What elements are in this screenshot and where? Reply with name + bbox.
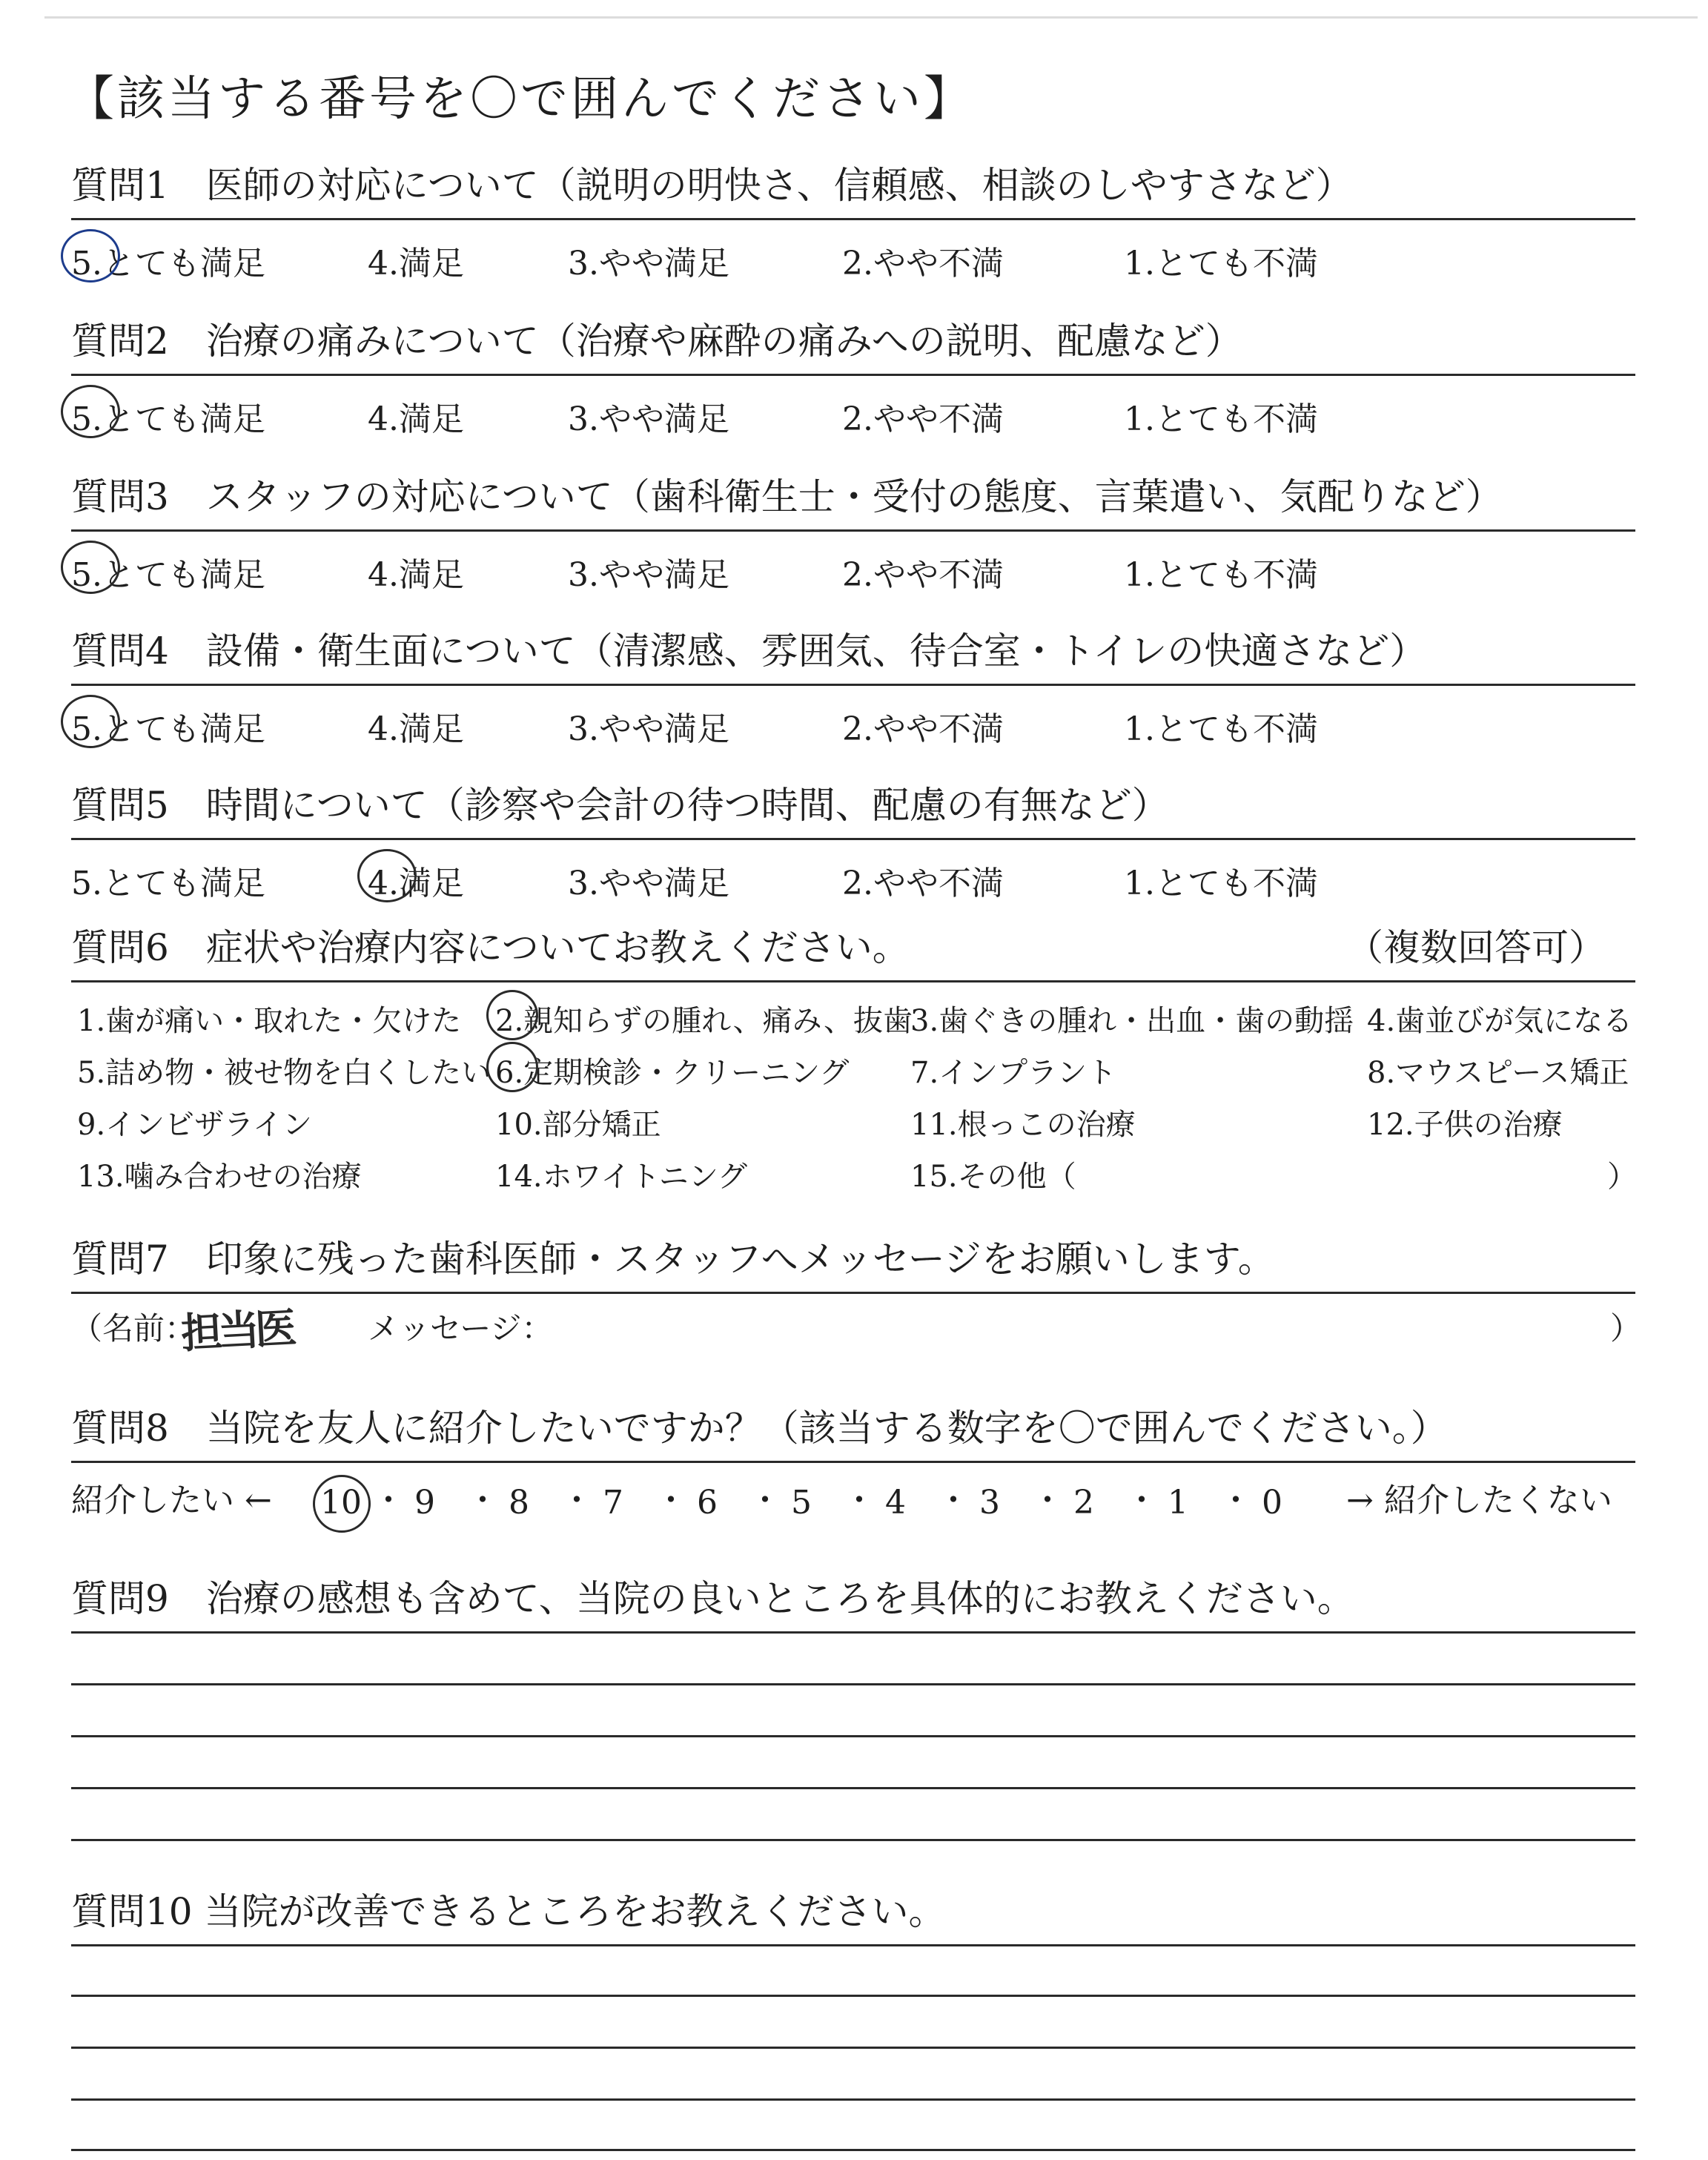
rating-option-4[interactable] [368, 856, 464, 904]
scale-separator-dot: ・ [1219, 1482, 1252, 1519]
selection-circle [486, 1042, 538, 1092]
rating-option-label: やや満足 [598, 556, 729, 594]
rating-option-number: 2. [842, 400, 873, 438]
question-8-label: 質問8 当院を友人に紹介したいですか？（該当する数字を〇で囲んでください。） [71, 1407, 1448, 1450]
rating-option-number: 4. [368, 710, 399, 748]
rating-option-3[interactable] [568, 702, 729, 750]
rating-option-number: 3. [568, 556, 599, 594]
rating-option-label: やや満足 [598, 865, 729, 902]
treatment-item-number: 4. [1367, 1004, 1396, 1038]
rating-option-4[interactable] [368, 392, 464, 440]
question-2 [71, 313, 1635, 438]
selection-circle [313, 1475, 371, 1533]
question-10-label: 質問10 当院が改善できるところをお教えください。 [71, 1890, 946, 1933]
multiple-answers-note: （複数回答可） [1346, 926, 1606, 969]
scale-separator-dot: ・ [560, 1482, 593, 1519]
treatment-item-5[interactable] [77, 1049, 491, 1091]
question-5 [71, 777, 1635, 902]
treatment-item-1[interactable] [77, 997, 461, 1040]
treatment-item-2[interactable] [495, 997, 913, 1040]
rating-option-label: とても不満 [1154, 710, 1318, 748]
rating-option-number: 1. [1124, 865, 1155, 902]
treatment-item-9[interactable] [77, 1101, 312, 1143]
rating-option-5[interactable] [71, 237, 265, 284]
treatment-item-11[interactable] [910, 1101, 1136, 1143]
rating-option-3[interactable] [568, 392, 729, 440]
treatment-item-number: 14. [495, 1160, 543, 1194]
rating-option-3[interactable] [568, 548, 729, 595]
rating-option-label: とても満足 [102, 865, 265, 902]
rating-option-label: 満足 [398, 556, 464, 594]
rating-option-number: 2. [842, 245, 873, 283]
treatment-item-label: 定期検診・クリーニング [523, 1056, 850, 1090]
rating-option-4[interactable] [368, 548, 464, 595]
treatment-item-number: 5. [77, 1056, 106, 1090]
rating-option-5[interactable] [71, 392, 265, 440]
recommend-value-number: 5 [791, 1484, 812, 1522]
question-1 [71, 157, 1635, 283]
selection-circle [61, 541, 120, 594]
rating-option-number: 1. [1124, 556, 1155, 594]
scale-separator-dot: ・ [466, 1482, 499, 1519]
scale-separator-dot: ・ [655, 1482, 687, 1519]
rating-option-4[interactable] [368, 237, 464, 284]
answer-line [71, 2149, 1635, 2151]
rating-option-2[interactable] [842, 856, 1004, 904]
answer-line [71, 1683, 1635, 1685]
rating-option-1[interactable] [1124, 856, 1318, 904]
rating-option-4[interactable] [368, 702, 464, 750]
rating-option-1[interactable] [1124, 237, 1318, 284]
recommend-scale [71, 1463, 1635, 1522]
recommend-right-label: → 紹介したくない [1346, 1482, 1612, 1519]
rating-option-2[interactable] [842, 392, 1004, 440]
treatment-item-12[interactable] [1367, 1101, 1563, 1143]
question-7 [71, 1231, 1642, 1358]
question-3-label: 質問3 スタッフの対応について（歯科衛生士・受付の態度、言葉遣い、気配りなど） [71, 475, 1503, 518]
rating-option-number: 4. [368, 245, 399, 283]
answer-line [71, 2098, 1635, 2101]
treatment-item-number: 11. [910, 1108, 958, 1142]
rating-option-number: 4. [368, 865, 399, 902]
rating-option-3[interactable] [568, 856, 729, 904]
rating-option-label: とても不満 [1154, 865, 1318, 902]
treatment-item-number: 2. [495, 1004, 524, 1038]
rating-option-label: やや満足 [598, 400, 729, 438]
rating-option-number: 3. [568, 245, 599, 283]
rating-option-number: 2. [842, 710, 873, 748]
recommend-value-number: 0 [1262, 1484, 1282, 1522]
page-title: 【該当する番号を〇で囲んでください】 [67, 72, 974, 127]
rating-option-number: 4. [368, 556, 399, 594]
selection-circle [61, 385, 120, 438]
scale-separator-dot: ・ [937, 1482, 970, 1519]
top-edge-line [44, 16, 1698, 19]
treatment-item-label: 詰め物・被せ物を白くしたい [105, 1056, 491, 1090]
treatment-item-number: 6. [495, 1056, 524, 1090]
rating-option-label: やや不満 [873, 245, 1004, 283]
rating-option-label: とても不満 [1154, 556, 1318, 594]
question-5-label: 質問5 時間について（診察や会計の待つ時間、配慮の有無など） [71, 784, 1169, 827]
rating-option-label: 満足 [398, 710, 464, 748]
answer-line [71, 1787, 1635, 1789]
answer-line [71, 1995, 1635, 1997]
question-3 [71, 469, 1635, 594]
treatment-item-number: 9. [77, 1108, 106, 1142]
treatment-item-label: 歯ぐきの腫れ・出血・歯の動揺 [939, 1004, 1354, 1038]
treatment-item-6[interactable] [495, 1049, 849, 1091]
question-7-label: 質問7 印象に残った歯科医師・スタッフへメッセージをお願いします。 [71, 1238, 1275, 1281]
question-4-label: 質問4 設備・衛生面について（清潔感、雰囲気、待合室・トイレの快適さなど） [71, 630, 1427, 673]
question-6-label: 質問6 症状や治療内容についてお教えください。 [71, 926, 910, 969]
rating-option-number: 2. [842, 556, 873, 594]
rating-option-label: 満足 [398, 865, 464, 902]
scale-separator-dot: ・ [372, 1482, 405, 1519]
rating-option-5[interactable] [71, 702, 265, 750]
treatment-item-number: 1. [77, 1004, 106, 1038]
treatment-item-label: 歯並びが気になる [1395, 1004, 1633, 1038]
question-8 [71, 1400, 1635, 1522]
treatment-item-15[interactable] [910, 1153, 1076, 1195]
recommend-value-number: 4 [885, 1484, 906, 1522]
name-label: （名前： [71, 1310, 196, 1347]
rating-option-number: 3. [568, 400, 599, 438]
treatment-item-label: ホワイトニング [542, 1160, 748, 1194]
recommend-value-number: 3 [979, 1484, 1000, 1522]
rating-option-number: 5. [71, 710, 102, 748]
recommend-value-number: 2 [1073, 1484, 1094, 1522]
rating-option-label: とても満足 [102, 245, 265, 283]
rating-option-1[interactable] [1124, 702, 1318, 750]
rating-option-label: 満足 [398, 400, 464, 438]
answer-line [71, 1839, 1635, 1841]
rating-option-number: 3. [568, 710, 599, 748]
treatment-item-label: 根っこの治療 [957, 1108, 1136, 1142]
treatment-item-13[interactable] [77, 1153, 362, 1195]
treatment-item-10[interactable] [495, 1101, 661, 1143]
treatment-item-number: 7. [910, 1056, 939, 1090]
recommend-value-number: 10 [320, 1484, 362, 1522]
rating-option-3[interactable] [568, 237, 729, 284]
recommend-value-number: 9 [414, 1484, 435, 1522]
treatment-item-number: 8. [1367, 1056, 1396, 1090]
other-close-paren: ） [1607, 1160, 1637, 1194]
treatment-item-3[interactable] [910, 997, 1354, 1040]
rating-option-number: 3. [568, 865, 599, 902]
treatment-item-label: 歯が痛い・取れた・欠けた [105, 1004, 462, 1038]
answer-line [71, 2047, 1635, 2049]
treatment-item-7[interactable] [910, 1049, 1116, 1091]
treatment-item-label: インプラント [939, 1056, 1117, 1090]
question-4 [71, 623, 1635, 748]
rating-option-label: とても不満 [1154, 245, 1318, 283]
rating-option-number: 2. [842, 865, 873, 902]
rating-option-label: やや不満 [873, 865, 1004, 902]
treatment-list [71, 982, 1635, 1198]
rating-option-5[interactable] [71, 548, 265, 595]
selection-circle [61, 695, 120, 748]
rating-option-2[interactable] [842, 237, 1004, 284]
question-9-label: 質問9 治療の感想も含めて、当院の良いところを具体的にお教えください。 [71, 1577, 1354, 1620]
recommend-value-number: 8 [509, 1484, 529, 1522]
question-1-label: 質問1 医師の対応について（説明の明快さ、信頼感、相談のしやすさなど） [71, 164, 1353, 207]
message-close-paren: ） [1610, 1310, 1642, 1347]
question-2-label: 質問2 治療の痛みについて（治療や麻酔の痛みへの説明、配慮など） [71, 320, 1242, 363]
rating-option-number: 5. [71, 865, 102, 902]
treatment-item-number: 3. [910, 1004, 939, 1038]
rating-option-label: とても満足 [102, 556, 265, 594]
treatment-item-4[interactable] [1367, 997, 1632, 1040]
treatment-item-label: その他（ [957, 1160, 1076, 1194]
rating-option-5[interactable] [71, 856, 265, 904]
message-label: メッセージ： [368, 1310, 553, 1347]
scale-separator-dot: ・ [749, 1482, 781, 1519]
rating-option-label: やや満足 [598, 245, 729, 283]
treatment-item-label: インビザライン [105, 1108, 312, 1142]
rating-option-number: 5. [71, 245, 102, 283]
scale-separator-dot: ・ [843, 1482, 875, 1519]
rating-option-label: 満足 [398, 245, 464, 283]
treatment-item-label: 子供の治療 [1414, 1108, 1563, 1142]
rating-option-number: 1. [1124, 245, 1155, 283]
scale-separator-dot: ・ [1031, 1482, 1064, 1519]
rating-option-label: やや不満 [873, 710, 1004, 748]
treatment-item-14[interactable] [495, 1153, 747, 1195]
rating-option-label: やや不満 [873, 400, 1004, 438]
rating-option-label: やや満足 [598, 710, 729, 748]
rating-option-1[interactable] [1124, 548, 1318, 595]
question-6 [71, 919, 1635, 1198]
rating-option-number: 1. [1124, 400, 1155, 438]
scale-separator-dot: ・ [1125, 1482, 1158, 1519]
recommend-value-number: 6 [697, 1484, 718, 1522]
recommend-value-number: 7 [603, 1484, 623, 1522]
rating-option-number: 5. [71, 400, 102, 438]
rating-option-1[interactable] [1124, 392, 1318, 440]
rating-option-2[interactable] [842, 548, 1004, 595]
treatment-item-8[interactable] [1367, 1049, 1629, 1091]
selection-circle [357, 849, 417, 902]
treatment-item-number: 13. [77, 1160, 125, 1194]
rating-option-label: とても満足 [102, 710, 265, 748]
rating-option-number: 4. [368, 400, 399, 438]
rating-option-label: やや不満 [873, 556, 1004, 594]
treatment-item-label: 部分矯正 [542, 1108, 661, 1142]
question-9 [71, 1571, 1635, 1634]
recommend-value-number: 1 [1168, 1484, 1188, 1522]
treatment-item-number: 10. [495, 1108, 543, 1142]
treatment-item-label: マウスピース矯正 [1395, 1056, 1629, 1090]
answer-line [71, 1735, 1635, 1737]
name-handwritten: 担当医 [179, 1304, 294, 1358]
recommend-left-label: 紹介したい ← [71, 1482, 272, 1519]
rating-option-label: とても不満 [1154, 400, 1318, 438]
treatment-item-label: 噛み合わせの治療 [124, 1160, 362, 1194]
rating-option-number: 5. [71, 556, 102, 594]
rating-option-number: 1. [1124, 710, 1155, 748]
rating-option-2[interactable] [842, 702, 1004, 750]
treatment-item-label: 親知らずの腫れ、痛み、抜歯 [523, 1004, 913, 1038]
selection-circle [486, 990, 538, 1040]
rating-option-label: とても満足 [102, 400, 265, 438]
selection-circle [61, 229, 120, 283]
treatment-item-number: 12. [1367, 1108, 1414, 1142]
treatment-item-number: 15. [910, 1160, 958, 1194]
question-10 [71, 1883, 1635, 1946]
